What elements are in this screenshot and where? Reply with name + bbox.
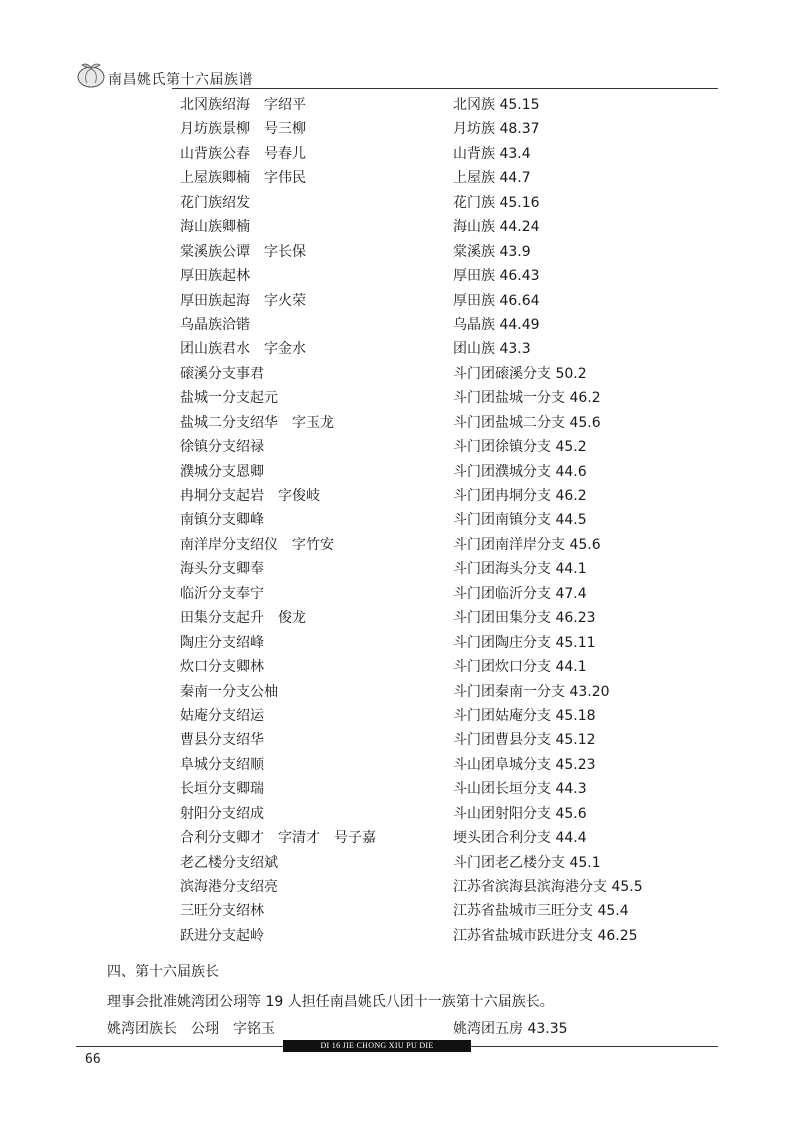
section-heading: 四、第十六届族长 bbox=[107, 964, 219, 980]
entry-name: 盐城一分支起元 bbox=[180, 390, 278, 407]
header-title: 南昌姚氏第十六届族谱 bbox=[108, 72, 253, 88]
entry-generation: 斗门团临沂分支 47.4 bbox=[453, 585, 587, 602]
entry-generation: 斗门团曹县分支 45.12 bbox=[453, 732, 596, 749]
entry-name: 磙溪分支事君 bbox=[180, 365, 264, 382]
entry-generation: 斗门团老乙楼分支 45.1 bbox=[453, 854, 601, 871]
entry-row bbox=[0, 1015, 794, 1039]
entry-generation: 斗门团冉垌分支 46.2 bbox=[453, 488, 587, 504]
entry-generation: 斗门团濮城分支 44.6 bbox=[453, 463, 587, 480]
entry-row bbox=[0, 580, 794, 604]
entry-row bbox=[0, 140, 794, 164]
entry-name: 冉垌分支起岩 字俊岐 bbox=[180, 488, 320, 504]
entry-generation: 斗门团田集分支 46.23 bbox=[453, 610, 596, 627]
entry-row bbox=[0, 751, 794, 775]
entry-name: 濮城分支恩卿 bbox=[180, 463, 264, 480]
entry-row bbox=[0, 849, 794, 873]
entry-row bbox=[0, 873, 794, 897]
paragraph: 理事会批准姚湾团公珝等 19 人担任南昌姚氏八团十一族第十六届族长。 bbox=[107, 994, 554, 1010]
entry-generation: 月坊族 48.37 bbox=[453, 121, 540, 138]
footer-band: DI 16 JIE CHONG XIU PU DIE bbox=[283, 1040, 471, 1052]
entry-name: 厚田族起林 bbox=[180, 268, 250, 285]
entry-row bbox=[0, 482, 794, 506]
entry-row bbox=[0, 238, 794, 262]
entry-row bbox=[0, 531, 794, 555]
entry-generation: 厚田族 46.64 bbox=[453, 292, 540, 309]
entry-row bbox=[0, 726, 794, 750]
page-number: 66 bbox=[85, 1052, 101, 1067]
entry-row bbox=[0, 360, 794, 384]
entry-row bbox=[0, 409, 794, 433]
entry-name: 阜城分支绍顺 bbox=[180, 756, 264, 773]
entry-row bbox=[0, 775, 794, 799]
entry-row bbox=[0, 433, 794, 457]
entry-generation: 海山族 44.24 bbox=[453, 219, 540, 236]
entry-name: 山背族公春 号春儿 bbox=[180, 145, 306, 162]
header-divider bbox=[172, 88, 718, 89]
entry-row bbox=[0, 213, 794, 237]
entry-row bbox=[0, 287, 794, 311]
entry-row bbox=[0, 653, 794, 677]
entry-row bbox=[0, 824, 794, 848]
entry-name: 合利分支卿才 字清才 号子嘉 bbox=[180, 830, 376, 847]
entry-list bbox=[0, 91, 794, 946]
entry-row bbox=[0, 604, 794, 628]
entry-generation: 斗门团盐城一分支 46.2 bbox=[453, 390, 601, 407]
entry-row bbox=[0, 629, 794, 653]
entry-row bbox=[0, 335, 794, 359]
entry-row bbox=[0, 506, 794, 530]
entry-row bbox=[0, 115, 794, 139]
entry-generation: 北冈族 45.15 bbox=[453, 97, 540, 113]
entry-name: 射阳分支绍成 bbox=[180, 805, 264, 822]
entry-name: 花门族绍发 bbox=[180, 194, 250, 211]
entry-generation: 斗门团南洋岸分支 45.6 bbox=[453, 536, 601, 553]
entry-name: 海头分支卿奉 bbox=[180, 561, 264, 578]
entry-generation: 棠溪族 43.9 bbox=[453, 243, 531, 260]
entry-name: 厚田族起海 字火荣 bbox=[180, 292, 306, 309]
entry-name: 陶庄分支绍峰 bbox=[180, 634, 264, 651]
entry-row bbox=[0, 702, 794, 726]
entry-generation: 团山族 43.3 bbox=[453, 341, 531, 358]
entry-name: 姑庵分支绍运 bbox=[180, 707, 264, 724]
entry-name: 三旺分支绍林 bbox=[180, 903, 264, 920]
entry-row bbox=[0, 262, 794, 286]
entry-generation: 斗山团射阳分支 45.6 bbox=[453, 805, 587, 822]
entry-row bbox=[0, 897, 794, 921]
entry-generation: 斗门团海头分支 44.1 bbox=[453, 561, 587, 578]
entry-generation: 埂头团合利分支 44.4 bbox=[453, 830, 587, 847]
entry-name: 临沂分支奉宁 bbox=[180, 585, 264, 602]
peach-logo-icon bbox=[76, 62, 106, 88]
entry-generation: 斗山团长垣分支 44.3 bbox=[453, 781, 587, 798]
entry-name: 南镇分支卿峰 bbox=[180, 512, 264, 529]
entry-generation: 斗门团徐镇分支 45.2 bbox=[453, 439, 587, 456]
entry-name: 海山族卿楠 bbox=[180, 219, 250, 236]
entry-row bbox=[0, 384, 794, 408]
entry-generation: 上屋族 44.7 bbox=[453, 170, 531, 187]
entry-row bbox=[0, 91, 794, 115]
entry-row bbox=[0, 678, 794, 702]
entry-generation: 厚田族 46.43 bbox=[453, 268, 540, 285]
entry-name: 曹县分支绍华 bbox=[180, 732, 264, 749]
entry-generation: 斗门团炊口分支 44.1 bbox=[453, 659, 587, 676]
entry-name: 滨海港分支绍亮 bbox=[180, 879, 278, 895]
entry-name: 跃进分支起岭 bbox=[180, 927, 264, 944]
entry-name: 盐城二分支绍华 字玉龙 bbox=[180, 414, 334, 431]
entry-generation: 斗门团陶庄分支 45.11 bbox=[453, 634, 596, 651]
entry-generation: 斗门团磙溪分支 50.2 bbox=[453, 365, 587, 382]
entry-generation: 江苏省盐城市跃进分支 46.25 bbox=[453, 927, 638, 944]
entry-generation: 斗门团盐城二分支 45.6 bbox=[453, 414, 601, 431]
entry-name: 姚湾团族长 公珝 字铭玉 bbox=[107, 1021, 275, 1037]
entry-row bbox=[0, 555, 794, 579]
entry-name: 北冈族绍海 字绍平 bbox=[180, 97, 306, 113]
entry-generation: 姚湾团五房 43.35 bbox=[453, 1021, 568, 1037]
entry-name: 团山族君水 字金水 bbox=[180, 341, 306, 358]
entry-row bbox=[0, 311, 794, 335]
entry-name: 田集分支起升 俊龙 bbox=[180, 610, 306, 627]
entry-name: 南洋岸分支绍仪 字竹安 bbox=[180, 536, 334, 553]
entry-generation: 斗门团南镇分支 44.5 bbox=[453, 512, 587, 529]
entry-row bbox=[0, 164, 794, 188]
entry-name: 徐镇分支绍禄 bbox=[180, 439, 264, 456]
entry-name: 秦南一分支公柚 bbox=[180, 683, 278, 700]
entry-generation: 山背族 43.4 bbox=[453, 145, 531, 162]
entry-name: 上屋族卿楠 字伟民 bbox=[180, 170, 306, 187]
entry-generation: 花门族 45.16 bbox=[453, 194, 540, 211]
entry-row bbox=[0, 922, 794, 946]
entry-name: 老乙楼分支绍斌 bbox=[180, 854, 278, 871]
entry-generation: 斗门团姑庵分支 45.18 bbox=[453, 707, 596, 724]
entry-name: 月坊族景柳 号三柳 bbox=[180, 121, 306, 138]
entry-generation: 乌晶族 44.49 bbox=[453, 316, 540, 333]
entry-name: 长垣分支卿瑞 bbox=[180, 781, 264, 798]
entry-name: 乌晶族洽锴 bbox=[180, 316, 250, 333]
entry-row bbox=[0, 800, 794, 824]
entry-name: 棠溪族公谭 字长保 bbox=[180, 243, 306, 260]
entry-generation: 斗山团阜城分支 45.23 bbox=[453, 756, 596, 773]
entry-row bbox=[0, 458, 794, 482]
entry-row bbox=[0, 189, 794, 213]
page-header bbox=[76, 60, 718, 92]
entry-generation: 江苏省盐城市三旺分支 45.4 bbox=[453, 903, 629, 920]
entry-name: 炊口分支卿林 bbox=[180, 659, 264, 676]
entry-generation: 江苏省滨海县滨海港分支 45.5 bbox=[453, 879, 643, 895]
entry-generation: 斗门团秦南一分支 43.20 bbox=[453, 683, 610, 700]
